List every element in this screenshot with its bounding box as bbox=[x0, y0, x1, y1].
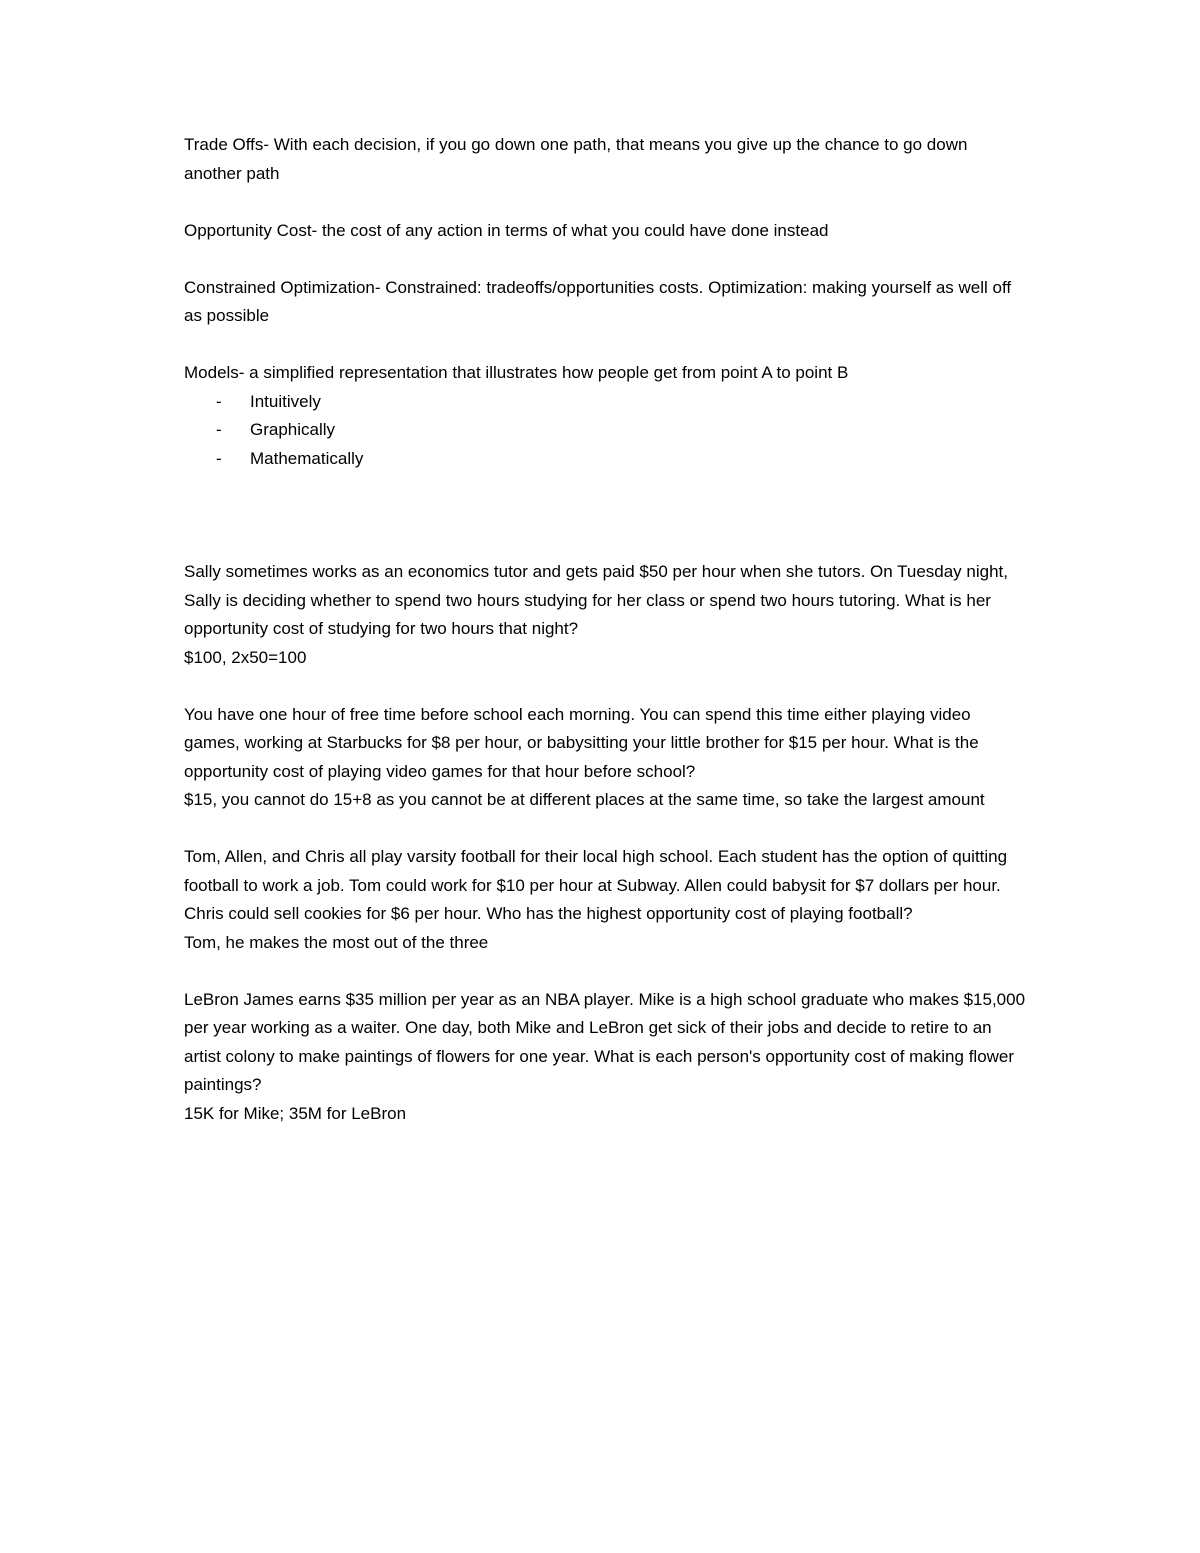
paragraph-gap bbox=[184, 815, 1029, 844]
question-football: Tom, Allen, and Chris all play varsity football for their local high school. Each student has the option of quitting football to work a job. Tom could work for $10 per hour at Subway. Allen could babysit for $7 dollars per hour. Chris could sell cookies for $6 per hour. Who has the highest opportunity cost of playing football? bbox=[184, 847, 1008, 923]
list-item bbox=[184, 445, 1029, 474]
bullet-label-mathematically: Mathematically bbox=[250, 448, 364, 468]
question-lebron-mike: LeBron James earns $35 million per year as an NBA player. Mike is a high school graduate who makes $15,000 per year working as a waiter. One day, both Mike and LeBron get sick of their jobs and decide to retire to an artist colony to make paintings of flowers for one year. What is each person's opportunity cost of making flower paintings? bbox=[184, 989, 1026, 1094]
answer-football: Tom, he makes the most out of the three bbox=[184, 932, 489, 952]
answer-sally: $100, 2x50=100 bbox=[184, 647, 307, 667]
bullet-dash: - bbox=[216, 420, 222, 439]
answer-lebron-mike: 15K for Mike; 35M for LeBron bbox=[184, 1103, 407, 1123]
bullet-label-intuitively: Intuitively bbox=[250, 391, 321, 411]
definition-models: Models- a simplified representation that illustrates how people get from point A to point B bbox=[184, 363, 849, 382]
question-sally: Sally sometimes works as an economics tutor and gets paid $50 per hour when she tutors. On Tuesday night, Sally is deciding whether to spend two hours studying for her class or spend two hours tutoring. What is her opportunity cost of studying for two hours that night? bbox=[184, 562, 1008, 638]
question-free-hour: You have one hour of free time before school each morning. You can spend this time either playing video games, working at Starbucks for $8 per hour, or babysitting your little brother for $15 per hour. What is the opportunity cost of playing video games for that hour before school? bbox=[184, 704, 979, 781]
bullet-label-graphically: Graphically bbox=[250, 420, 336, 439]
paragraph-gap bbox=[184, 188, 1029, 217]
paragraph-gap bbox=[184, 331, 1029, 360]
section-gap bbox=[184, 473, 1029, 558]
paragraph-gap bbox=[184, 245, 1029, 274]
paragraph-gap bbox=[184, 672, 1029, 701]
document-body bbox=[184, 131, 1029, 1128]
definition-trade-offs: Trade Offs- With each decision, if you go down one path, that means you give up the chance to go down another path bbox=[184, 135, 968, 183]
bullet-dash: - bbox=[216, 448, 222, 468]
bullet-dash: - bbox=[216, 391, 222, 411]
definition-constrained-optimization: Constrained Optimization- Constrained: tradeoffs/opportunities costs. Optimization: making yourself as well off as possible bbox=[184, 277, 1012, 325]
models-bullet-list bbox=[184, 388, 1029, 474]
definition-opportunity-cost: Opportunity Cost- the cost of any action in terms of what you could have done instead bbox=[184, 220, 829, 240]
list-item bbox=[184, 388, 1029, 417]
paragraph-gap bbox=[184, 957, 1029, 986]
answer-free-hour: $15, you cannot do 15+8 as you cannot be at different places at the same time, so take the largest amount bbox=[184, 790, 985, 809]
list-item bbox=[184, 416, 1029, 445]
